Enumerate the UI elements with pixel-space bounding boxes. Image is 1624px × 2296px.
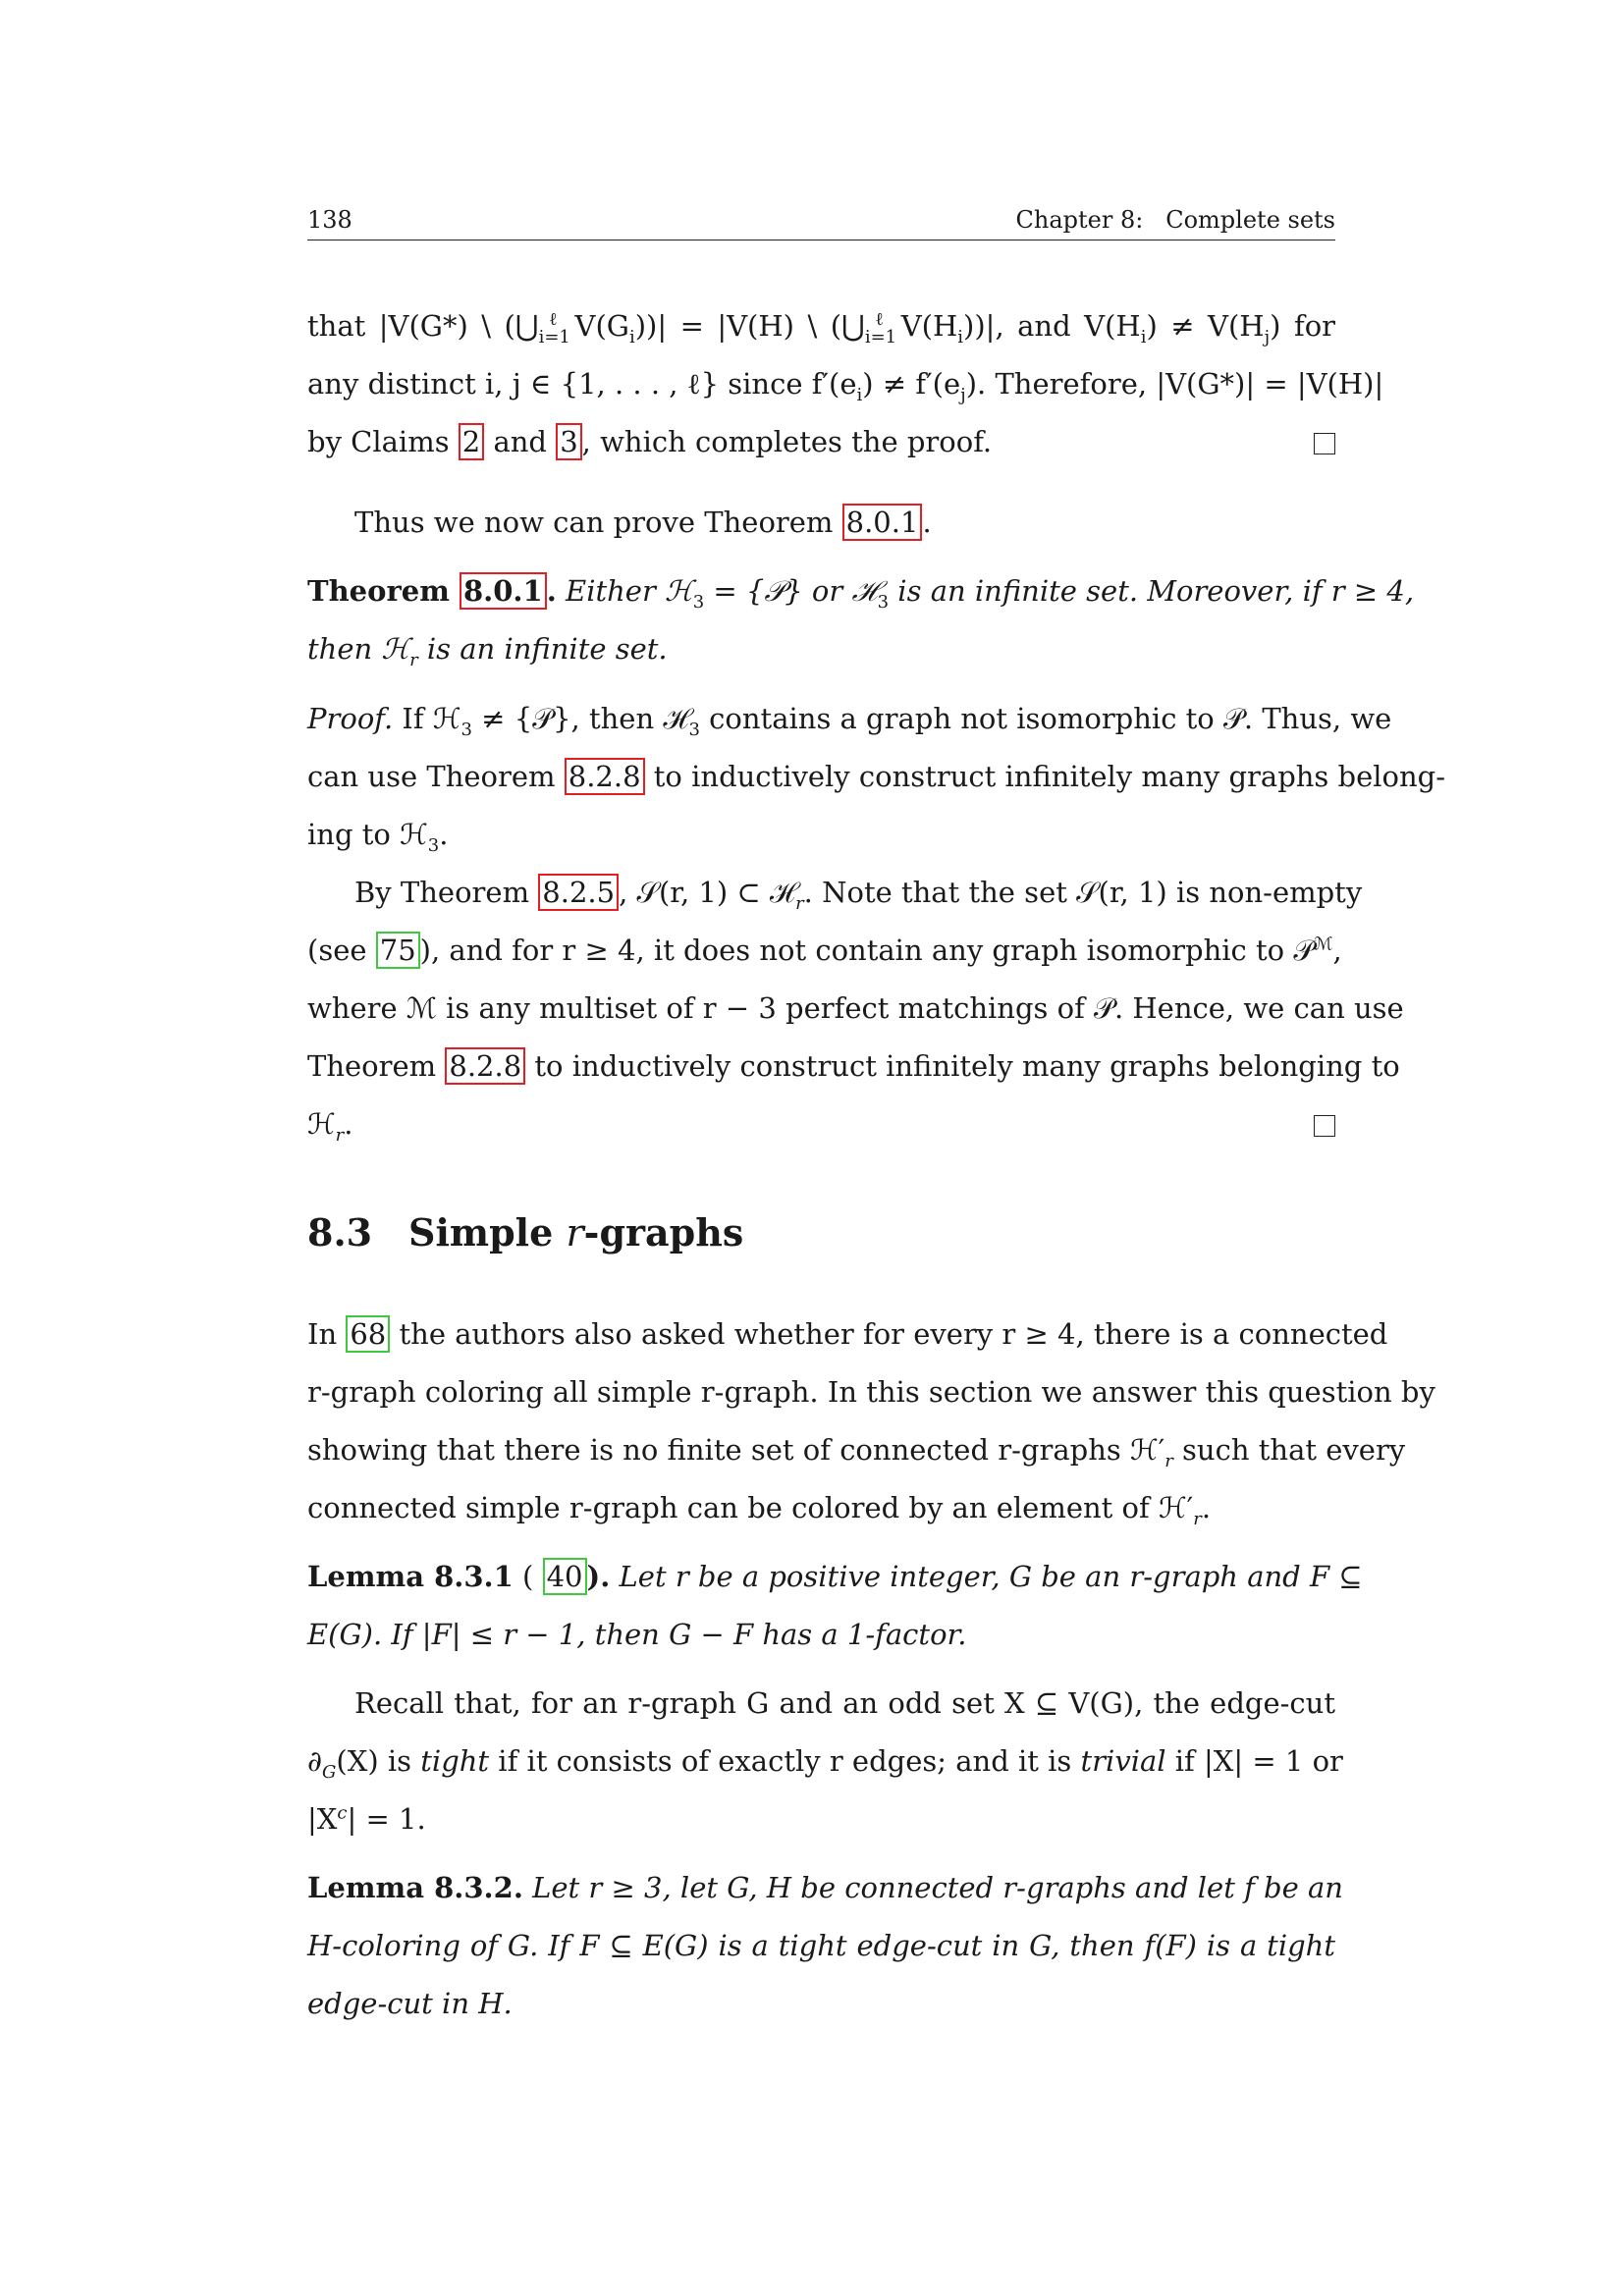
text-line: ℋ$_r$. <box>307 1095 1335 1153</box>
intro-sentence <box>307 494 1335 552</box>
text-line: Proof. If ℋ$_3$ ≠ {𝒫}, then ℋ$_3$ contains a graph not isomorphic to 𝒫. Thus, we <box>307 702 1392 740</box>
text-line: connected simple r-graph can be colored by an element of $ℋ'_r$. <box>307 1491 1212 1529</box>
text-line: r-graph coloring all simple r-graph. In this section we answer this question by <box>307 1375 1435 1409</box>
claim-3-link[interactable]: 3 <box>556 423 581 460</box>
theorem-8-2-8-link[interactable]: 8.2.8 <box>445 1047 525 1085</box>
text-line: ing to ℋ$_3$. <box>307 818 449 856</box>
text-line: where ℳ is any multiset of r − 3 perfect matchings of 𝒫. Hence, we can use <box>307 991 1404 1025</box>
text-line: by Claims 2 and 3 , which completes the proof. <box>307 413 1335 471</box>
claim-2-link[interactable]: 2 <box>459 423 484 460</box>
page-number: 138 <box>307 206 352 234</box>
theorem-8-0-1-link[interactable]: 8.0.1 <box>842 504 923 541</box>
text-line: edge-cut in H. <box>307 1987 513 2020</box>
proof-continuation <box>307 297 1384 471</box>
text-line: In 68 the authors also asked whether for every r ≥ 4, there is a connected <box>307 1317 1388 1351</box>
citation-75-link[interactable]: 75 <box>376 932 420 969</box>
text-line: that |V(G*) \ ($⋃_{i=1}^\ell$ $V(G_i))| = |V(H)$ \ ($⋃_{i=1}^\ell$ $V(H_i))|$, and $V(H_i) \ne V(H_j)$ for <box>307 309 1336 347</box>
text-line: H-coloring of G. If F ⊆ E(G) is a tight edge-cut in G, then f(F) is a tight <box>307 1929 1335 1962</box>
text-line: E(G). If |F| ≤ r − 1, then G − F has a 1-factor. <box>307 1618 967 1651</box>
section-title: Simple r-graphs <box>408 1210 744 1255</box>
running-header <box>307 204 1335 240</box>
text-line: Lemma 8.3.2. Let r ≥ 3, let G, H be connected r-graphs and let f be an <box>307 1871 1343 1904</box>
text-line: (see 75 ), and for r ≥ 4, it does not contain any graph isomorphic to 𝒫$^ℳ$, <box>307 934 1342 967</box>
recall-paragraph <box>307 1675 1343 1848</box>
text-line: $\partial_G(X)$ is tight if it consists of exactly r edges; and it is trivial if |X| = 1 or <box>307 1744 1343 1783</box>
text-line: Recall that, for an r-graph G and an odd set X ⊆ V(G), the edge-cut <box>354 1686 1335 1720</box>
lemma-8-3-2 <box>307 1859 1343 2033</box>
proof <box>307 690 1446 1153</box>
text-line: Theorem 8.2.8 to inductively construct infinitely many graphs belonging to <box>307 1049 1400 1083</box>
theorem-8-2-5-link[interactable]: 8.2.5 <box>538 874 619 911</box>
section-heading <box>307 1210 743 1255</box>
citation-68-link[interactable]: 68 <box>346 1315 390 1353</box>
theorem-8-0-1 <box>307 562 1415 678</box>
text-line: any distinct i, j ∈ {1, . . . , ℓ} since $f'(e_i) \ne f'(e_j)$. Therefore, |V(G*)| = |V(H)| <box>307 367 1384 405</box>
text-line: Lemma 8.3.1 ( 40 ). Let r be a positive integer, G be an r-graph and F ⊆ <box>307 1560 1363 1593</box>
citation-40-link[interactable]: 40 <box>543 1558 587 1595</box>
text-line: Theorem 8.0.1 . Either ℋ$_3$ = {𝒫} or ℋ$_3$ is an infinite set. Moreover, if r ≥ 4, <box>307 574 1415 613</box>
text-line: By Theorem 8.2.5 , 𝒮(r, 1) ⊂ ℋ$_r$. Note that the set 𝒮(r, 1) is non-empty <box>354 876 1363 914</box>
text-line: Thus we now can prove Theorem 8.0.1 . <box>354 506 932 539</box>
theorem-ref-link[interactable]: 8.0.1 <box>460 572 547 610</box>
theorem-8-2-8-link[interactable]: 8.2.8 <box>565 758 645 795</box>
text-line: then ℋ$_r$ is an infinite set. <box>307 632 668 670</box>
section-intro <box>307 1306 1435 1537</box>
chapter-title: Chapter 8: Complete sets <box>1015 206 1335 234</box>
text-line: $|X^c| = 1$. <box>307 1802 426 1836</box>
section-number: 8.3 <box>307 1210 373 1255</box>
lemma-8-3-1 <box>307 1548 1363 1664</box>
text-line: can use Theorem 8.2.8 to inductively construct infinitely many graphs belong- <box>307 760 1446 793</box>
qed-square-icon <box>1314 1115 1335 1137</box>
text-line: showing that there is no finite set of connected r-graphs $ℋ'_r$ such that every <box>307 1433 1406 1471</box>
qed-square-icon <box>1314 433 1335 454</box>
